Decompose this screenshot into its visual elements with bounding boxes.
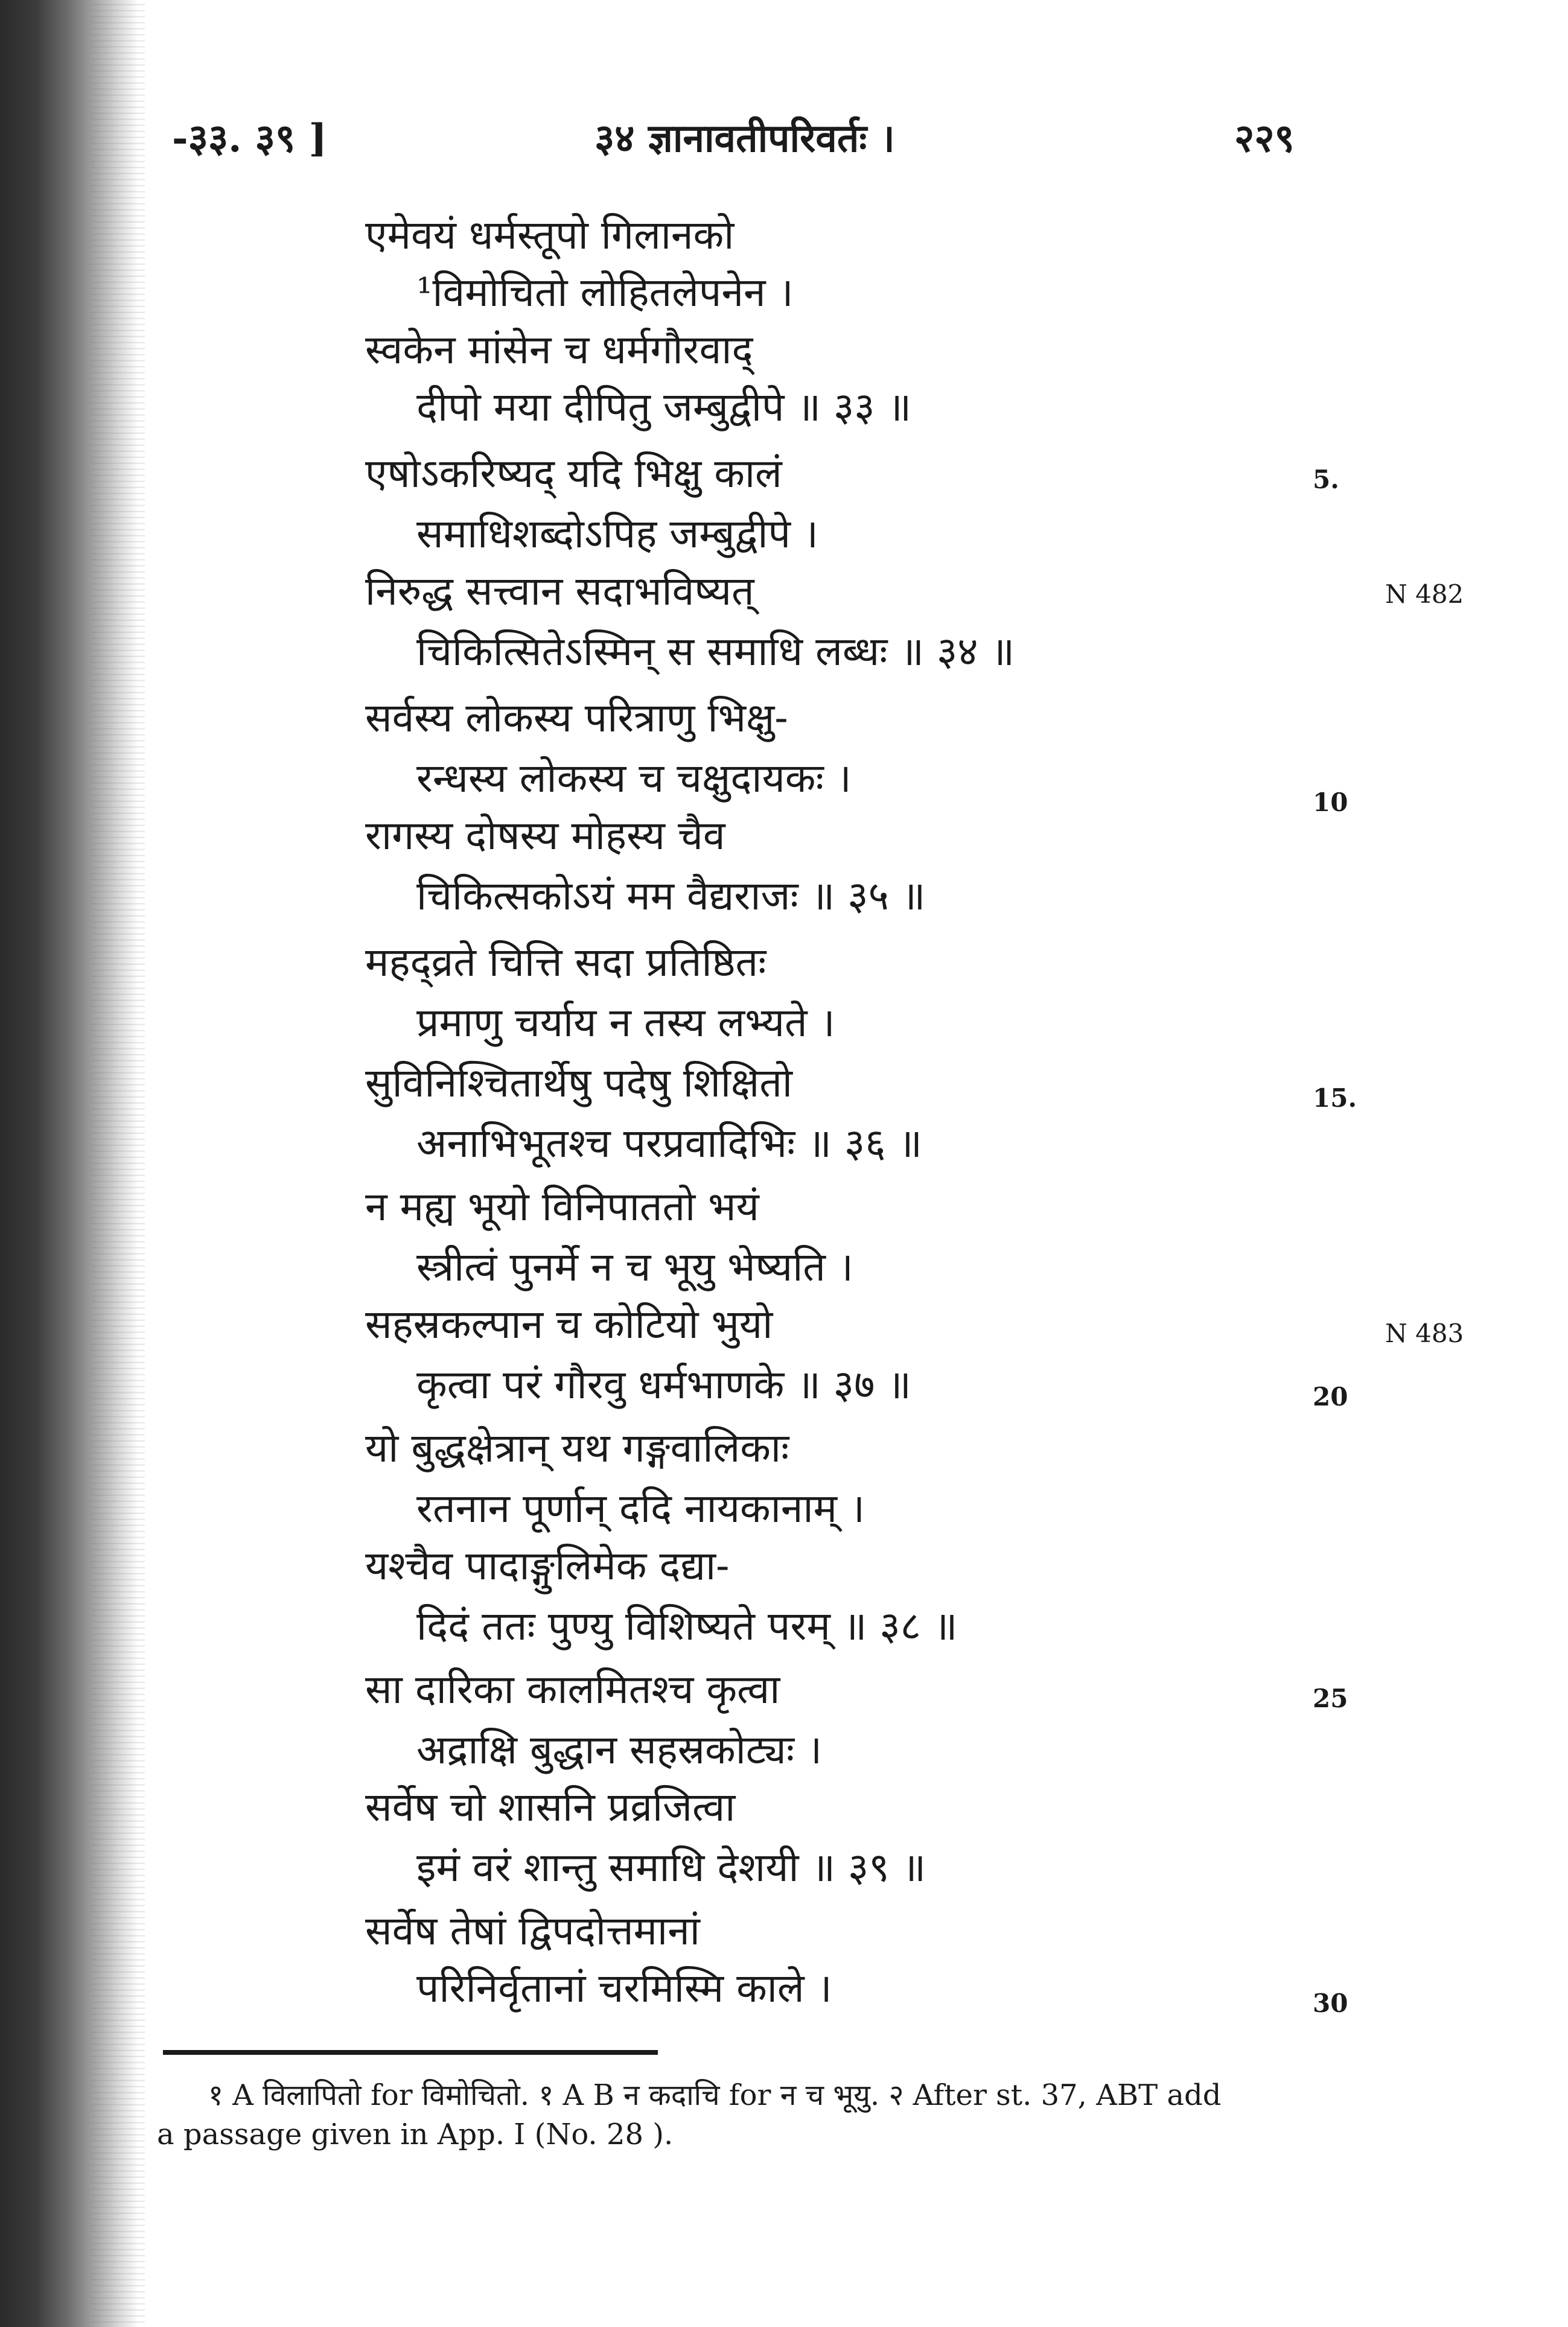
line-number: 15. [1313, 1083, 1357, 1113]
verse-line: सहस्रकल्पान च कोटियो भुयो [365, 1301, 773, 1348]
manuscript-reference: N 483 [1385, 1319, 1464, 1348]
verse-line: परिनिर्वृतानां चरमिस्मि काले । [416, 1965, 832, 2011]
line-number: 25 [1313, 1684, 1348, 1713]
verse-line: चिकित्सितेऽस्मिन् स समाधि लब्धः ॥ ३४ ॥ [416, 628, 1015, 675]
verse-line: समाधिशब्दोऽपिह जम्बुद्वीपे । [416, 511, 818, 557]
verse-line: दीपो मया दीपितु जम्बुद्वीपे ॥ ३३ ॥ [416, 384, 912, 430]
verse-line: सा दारिका कालमितश्च कृत्वा [365, 1666, 780, 1713]
verse-line: सर्वेष तेषां द्विपदोत्तमानां [365, 1908, 700, 1954]
verse-line: कृत्वा परं गौरवु धर्मभाणके ॥ ३७ ॥ [416, 1361, 911, 1408]
verse-line: एषोऽकरिष्यद् यदि भिक्षु कालं [365, 450, 782, 497]
verse-line: एमेवयं धर्मस्तूपो गिलानको [365, 212, 735, 258]
verse-line: यो बुद्धक्षेत्रान् यथ गङ्गवालिकाः [365, 1425, 789, 1471]
verse-line: दिदं ततः पुण्यु विशिष्यते परम् ॥ ३८ ॥ [416, 1603, 958, 1649]
scan-binding-speckle [91, 0, 145, 2327]
line-number: 20 [1313, 1382, 1348, 1412]
verse-line: अनाभिभूतश्च परप्रवादिभिः ॥ ३६ ॥ [416, 1120, 923, 1167]
header-verse-range: -३३. ३९ ] [172, 116, 327, 161]
verse-line: अद्राक्षि बुद्धान सहस्रकोट्यः । [416, 1727, 823, 1773]
verse-line: स्त्रीत्वं पुनर्मे न च भूयु भेष्यति । [416, 1244, 853, 1290]
verse-line: यश्चैव पादाङ्गुलिमेक दद्या- [365, 1542, 730, 1589]
verse-line: रन्धस्य लोकस्य च चक्षुदायकः । [416, 755, 852, 801]
verse-line: रागस्य दोषस्य मोहस्य चैव [365, 812, 725, 859]
line-number: 10 [1313, 788, 1348, 817]
verse-line: रतनान पूर्णान् ददि नायकानाम् । [416, 1485, 865, 1532]
footnote-line: a passage given in App. I (No. 28 ). [157, 2118, 674, 2151]
verse-line: सर्वस्य लोकस्य परित्राणु भिक्षु- [365, 695, 788, 741]
verse-line: चिकित्सकोऽयं मम वैद्यराजः ॥ ३५ ॥ [416, 873, 926, 919]
line-number: 30 [1313, 1988, 1348, 2018]
header-page-number: २२९ [1234, 116, 1295, 161]
header-chapter-title: ३४ ज्ञानावतीपरिवर्तः । [594, 116, 895, 161]
verse-line: निरुद्ध सत्त्वान सदाभविष्यत् [365, 568, 754, 614]
verse-line: स्वकेन मांसेन च धर्मगौरवाद् [365, 326, 753, 373]
verse-line: सर्वेष चो शासनि प्रव्रजित्वा [365, 1784, 736, 1830]
verse-line: महद्व्रते चित्ति सदा प्रतिष्ठितः [365, 939, 766, 985]
footnote-divider [163, 2050, 658, 2055]
verse-line: प्रमाणु चर्याय न तस्य लभ्यते । [416, 999, 835, 1046]
verse-line: इमं वरं शान्तु समाधि देशयी ॥ ३९ ॥ [416, 1844, 926, 1891]
verse-line: ¹विमोचितो लोहितलेपनेन । [416, 269, 794, 316]
verse-line: सुविनिश्चितार्थेषु पदेषु शिक्षितो [365, 1060, 792, 1106]
manuscript-reference: N 482 [1385, 579, 1464, 609]
line-number: 5. [1313, 465, 1339, 494]
footnote-line: १ A विलापितो for विमोचितो. १ A B न कदाचि for न च भूयु. २ After st. 37, ABT add [208, 2078, 1222, 2112]
verse-line: न मह्य भूयो विनिपाततो भयं [365, 1183, 759, 1230]
